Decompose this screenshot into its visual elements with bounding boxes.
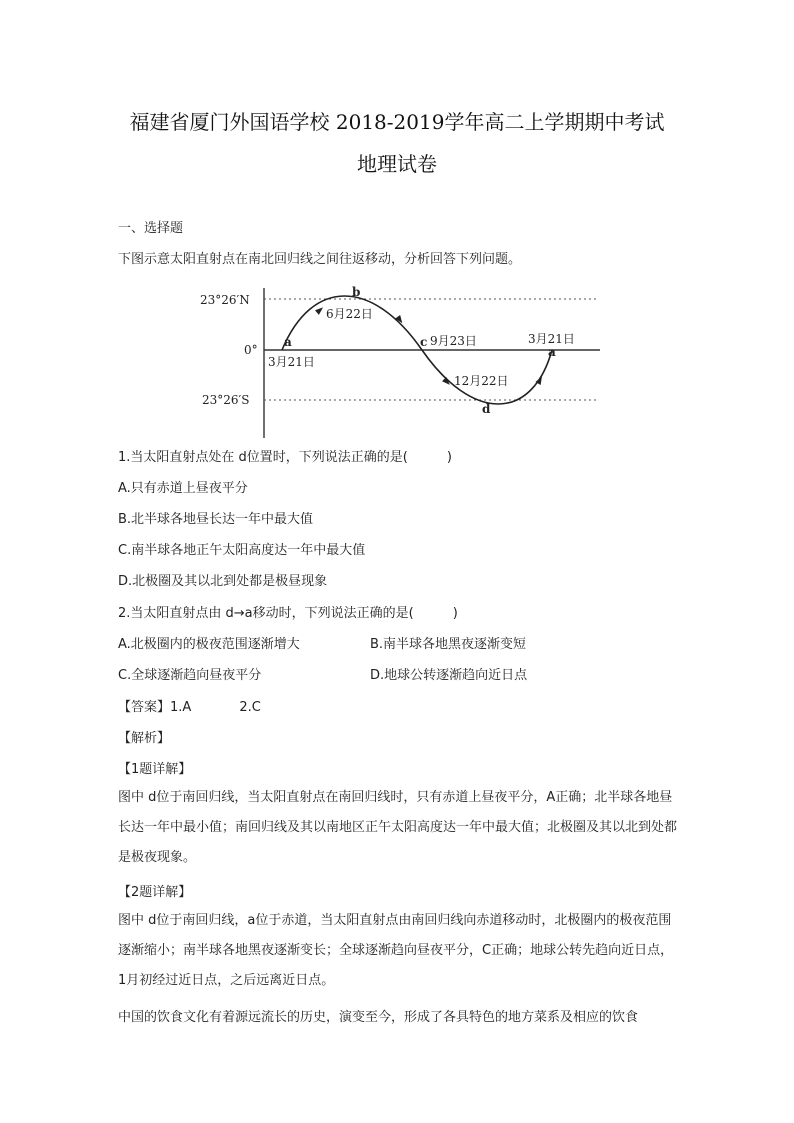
question-2-option-d: D.地球公转逐渐趋向近日点 <box>370 668 528 683</box>
section-heading: 一、选择题 <box>118 221 184 236</box>
q1-detail-text: 图中 d位于南回归线，当太阳直射点在南回归线时，只有赤道上昼夜平分，A正确；北半球各地昼长达一年中最小值；南回归线及其以南地区正午太阳高度达一年中最大值；北极圈及其以北到处都是极夜现象。 <box>118 790 678 865</box>
date-label-sep23: 9月23日 <box>430 334 477 348</box>
point-label-d: d <box>482 402 491 416</box>
intro-text: 下图示意太阳直射点在南北回归线之间往返移动，分析回答下列问题。 <box>118 252 522 267</box>
question-1-option-a: A.只有赤道上昼夜平分 <box>118 481 248 496</box>
date-label-mar21-start: 3月21日 <box>268 355 315 369</box>
point-label-b: b <box>352 285 361 299</box>
question-1-option-d: D.北极圈及其以北到处都是极昼现象 <box>118 574 328 589</box>
solar-declination-diagram <box>198 284 608 444</box>
question-1-option-c: C.南半球各地正午太阳高度达一年中最大值 <box>118 543 366 558</box>
arrow-icon <box>315 305 325 315</box>
answer-line <box>118 696 261 715</box>
q1-detail-label: 【1题详解】 <box>118 762 192 777</box>
point-label-a-end: a <box>548 345 556 359</box>
date-label-mar21-end: 3月21日 <box>528 332 575 346</box>
question-1-option-b: B.北半球各地昼长达一年中最大值 <box>118 512 314 527</box>
q2-detail-text: 图中 d位于南回归线，a位于赤道，当太阳直射点由南回归线向赤道移动时，北极圈内的极夜范围逐渐缩小；南半球各地黑夜逐渐变长；全球逐渐趋向昼夜平分，C正确；地球公转先趋向近日点，1月初经过近日点，之后远离近日点。 <box>118 913 674 988</box>
date-label-dec22: 12月22日 <box>454 374 509 388</box>
latitude-label-north: 23°26′N <box>200 293 250 307</box>
latitude-label-equator: 0° <box>244 343 258 357</box>
point-label-a: a <box>284 335 292 349</box>
q2-detail-label: 【2题详解】 <box>118 885 192 900</box>
question-1-stem: 1.当太阳直射点处在 d位置时，下列说法正确的是( ) <box>118 450 452 465</box>
point-label-c: c <box>420 335 428 349</box>
answer-1: 1.A <box>170 700 192 715</box>
latitude-label-south: 23°26′S <box>202 393 250 407</box>
date-label-jun22: 6月22日 <box>326 307 373 321</box>
document-subtitle: 地理试卷 <box>357 152 437 176</box>
document-title: 福建省厦门外国语学校 2018-2019学年高二上学期期中考试 <box>129 110 665 134</box>
question-2-option-c: C.全球逐渐趋向昼夜平分 <box>118 668 262 683</box>
analysis-label: 【解析】 <box>118 731 171 746</box>
question-2-option-b: B.南半球各地黑夜逐渐变短 <box>370 637 527 652</box>
question-2-stem: 2.当太阳直射点由 d→a移动时，下列说法正确的是( ) <box>118 606 458 621</box>
next-section-intro: 中国的饮食文化有着源远流长的历史，演变至今，形成了各具特色的地方菜系及相应的饮食 <box>118 1010 639 1025</box>
answer-2: 2.C <box>239 700 261 715</box>
question-2-option-a: A.北极圈内的极夜范围逐渐增大 <box>118 637 300 652</box>
answer-label: 【答案】 <box>118 700 171 715</box>
